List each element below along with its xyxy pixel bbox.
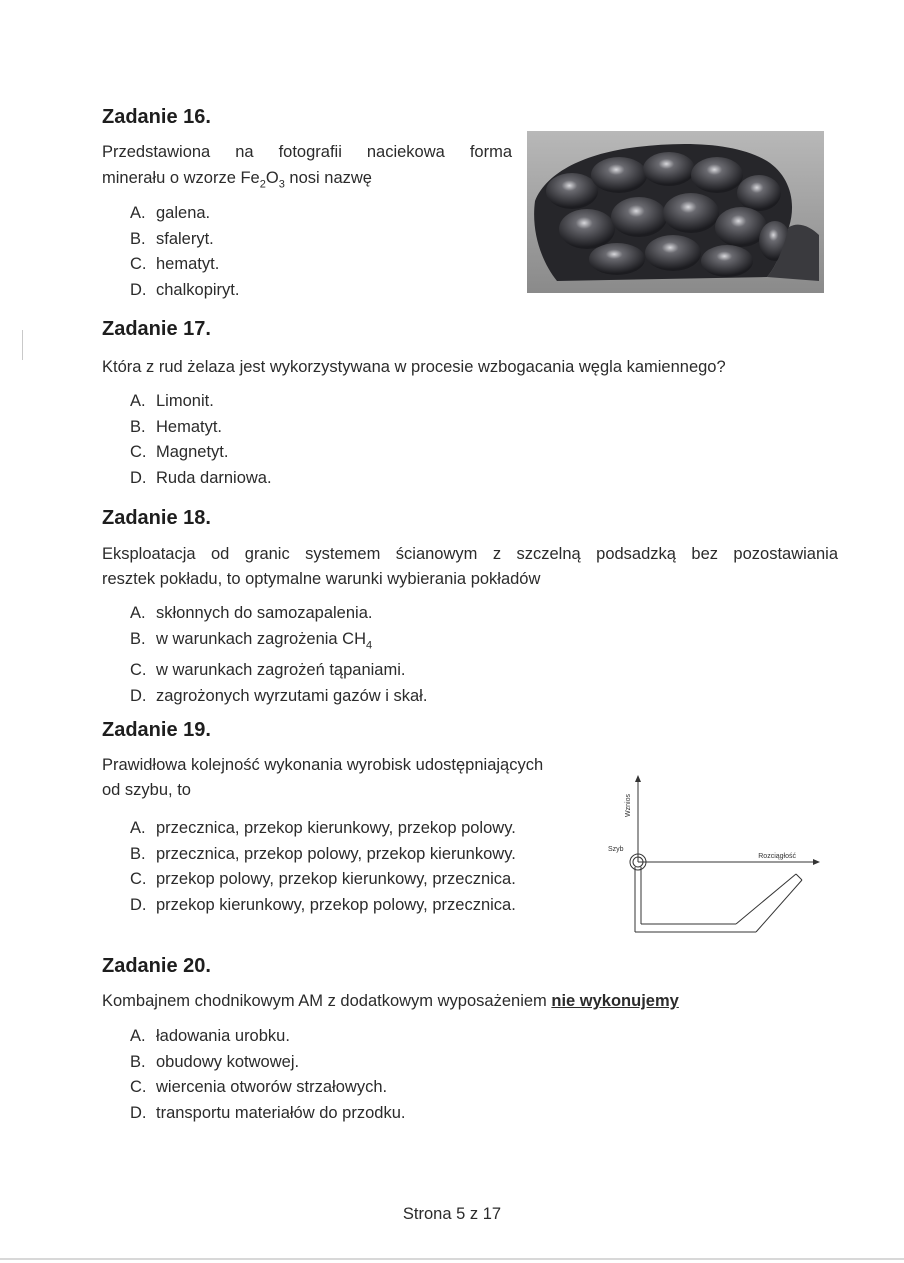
option-c[interactable]: C. wiercenia otworów strzałowych. (130, 1078, 388, 1096)
incline-end (796, 874, 802, 880)
emphasis-nie-wykonujemy: nie wykonujemy (551, 992, 679, 1010)
task-19-options (130, 816, 516, 918)
option-a[interactable]: A. przecznica, przekop kierunkowy, przekop polowy. (130, 819, 516, 837)
task-20-options (130, 1024, 405, 1126)
option-d[interactable]: D. chalkopiryt. (130, 280, 240, 299)
label-rozciaglosc: Rozciągłość (758, 853, 796, 860)
mine-workings-diagram (600, 772, 830, 940)
hematite-image (527, 131, 824, 293)
option-a[interactable]: A. galena. (130, 204, 211, 222)
scan-edge-line (22, 330, 23, 360)
label-szyb: Szyb (608, 846, 624, 853)
task-16-question-line2: minerału o wzorze $Fe_2O_3$ nosi nazwę (102, 169, 372, 191)
task-16-options (130, 201, 239, 303)
task-16-heading: Zadanie 16. (102, 106, 211, 128)
option-d[interactable]: D. zagrożonych wyrzutami gazów i skał. (130, 686, 428, 705)
task-20-heading: Zadanie 20. (102, 955, 211, 977)
option-c[interactable]: C. Magnetyt. (130, 443, 229, 461)
scan-bottom-line (0, 1258, 904, 1260)
option-a[interactable]: A. skłonnych do samozapalenia. (130, 604, 373, 622)
option-a[interactable]: A. ładowania urobku. (130, 1027, 290, 1045)
task-16-question-line1: Przedstawiona na fotografii naciekowa forma (102, 143, 512, 161)
task-20-question: Kombajnem chodnikowym AM z dodatkowym wyposażeniem nie wykonujemy (102, 992, 679, 1010)
task-17-heading: Zadanie 17. (102, 318, 211, 340)
option-a[interactable]: A. Limonit. (130, 392, 214, 410)
task-19-question-line1: Prawidłowa kolejność wykonania wyrobisk udostępniających (102, 756, 544, 774)
task-18-options (130, 601, 427, 709)
task-17-question: Która z rud żelaza jest wykorzystywana w procesie wzbogacania węgla kamiennego? (102, 358, 726, 376)
label-wznios: Wznios (625, 794, 632, 817)
task-18-question-line2: resztek pokładu, to optymalne warunki wybierania pokładów (102, 570, 541, 588)
horizontal-axis-arrow (813, 859, 820, 865)
task-18-heading: Zadanie 18. (102, 507, 211, 529)
option-d[interactable]: D. transportu materiałów do przodku. (130, 1103, 406, 1122)
option-b[interactable]: B. przecznica, przekop polowy, przekop kierunkowy. (130, 844, 516, 863)
option-c[interactable]: C. w warunkach zagrożeń tąpaniami. (130, 661, 406, 680)
page-number: Strona 5 z 17 (402, 1205, 502, 1223)
task-19-question-line2: od szybu, to (102, 781, 191, 799)
task-19-heading: Zadanie 19. (102, 719, 211, 741)
task-17-options (130, 389, 272, 491)
option-b[interactable]: B. obudowy kotwowej. (130, 1052, 300, 1071)
vertical-axis-arrow (635, 775, 641, 782)
option-c[interactable]: C. hematyt. (130, 255, 220, 273)
option-b[interactable]: B. w warunkach zagrożenia $CH_4$ (130, 629, 373, 651)
option-b[interactable]: B. Hematyt. (130, 417, 223, 436)
option-b[interactable]: B. sfaleryt. (130, 229, 214, 248)
option-d[interactable]: D. Ruda darniowa. (130, 468, 272, 487)
mineral-photo (527, 131, 824, 293)
task-18-question-line1: Eksploatacja od granic systemem ścianowym z szczelną podsadzką bez pozostawiania (102, 545, 838, 563)
option-c[interactable]: C. przekop polowy, przekop kierunkowy, przecznica. (130, 870, 516, 888)
incline-top (736, 874, 796, 924)
option-d[interactable]: D. przekop kierunkowy, przekop polowy, przecznica. (130, 895, 516, 914)
